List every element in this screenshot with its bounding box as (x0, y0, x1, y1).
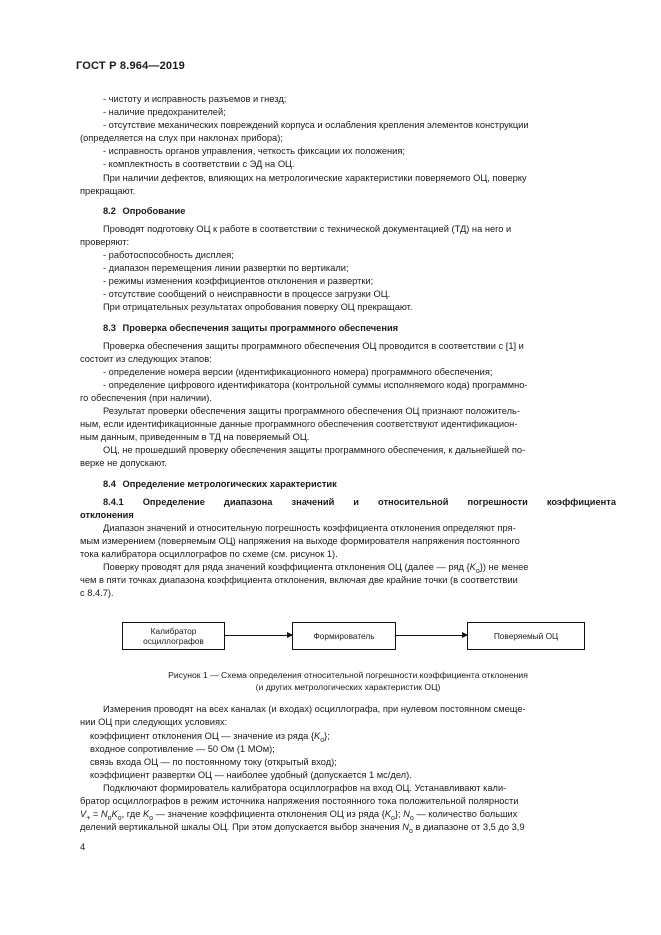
section-heading-8-2 (80, 205, 616, 218)
list-item: - чистоту и исправность разъемов и гнезд; (103, 94, 287, 104)
subsection-heading-continuation: отклонения (80, 509, 134, 520)
list-item: - отсутствие механических повреждений корпуса и ослабления крепления элементов конструкции (103, 120, 529, 131)
list-item: - наличие предохранителей; (103, 107, 226, 118)
paragraph-line: Подключают формирователь калибратора осциллографов на вход ОЦ. Устанавливают кали- (103, 782, 507, 793)
symbol-k: K (111, 809, 118, 820)
list-item: - комплектность в соответствии с ЭД на ОЦ. (103, 159, 295, 170)
list-item: - определение цифрового идентификатора (контрольной суммы исполняемого кода) программно- (103, 379, 528, 390)
shaper-box (292, 622, 396, 650)
list-item: - определение номера версии (идентификационного номера) программного обеспечения; (103, 366, 493, 377)
device-under-test-box (467, 622, 585, 650)
condition-line (80, 730, 616, 743)
calibrator-box (122, 622, 225, 650)
subscript-o: o (390, 814, 395, 822)
subscript-o: o (475, 567, 480, 575)
caption-line: (и других метрологических характеристик ОЦ) (255, 681, 441, 692)
page-header: ГОСТ Р 8.964—2019 (76, 60, 185, 72)
device-label: Поверяемый ОЦ (493, 631, 559, 642)
section-number: 8.3 (103, 322, 116, 333)
paragraph-line: проверяют: (80, 236, 130, 247)
section-heading-8-4 (80, 478, 616, 491)
paragraph-line: прекращают. (80, 185, 136, 196)
calibrator-label-line1: Калибратор (150, 626, 197, 637)
subscript-o: o (149, 814, 154, 822)
text-run: }) не менее (479, 562, 529, 573)
shaper-label: Формирователь (313, 631, 375, 642)
subsection-heading-8-4-1: 8.4.1 Определение диапазона значений и относительной погрешности коэффициента (103, 496, 616, 507)
paragraph-line: ным данным, приведенным в ТД на поверяемый ОЦ. (80, 432, 310, 443)
text-run: Поверку проводят для ряда значений коэффициента отклонения ОЦ (далее — ряд { (103, 562, 470, 573)
subscript-plus: + (86, 814, 91, 822)
section-number: 8.4 (103, 478, 116, 489)
subscript-o: o (320, 736, 325, 744)
paragraph-line: с 8.4.7). (80, 588, 114, 599)
section-title: Определение метрологических характеристик (122, 478, 337, 489)
section-heading-8-3 (80, 322, 616, 335)
paragraph-line: состоит из следующих этапов: (80, 353, 212, 364)
paragraph-line: Диапазон значений и относительную погрешность коэффициента отклонения определяют пря- (103, 522, 516, 533)
symbol-k: K (142, 809, 150, 820)
paragraph-line: мым измерением (поверяемым ОЦ) напряжения на выходе формирователя напряжения постоянного (80, 535, 520, 546)
symbol-k: K (384, 809, 391, 820)
paragraph-line: чем в пяти точках диапазона коэффициента отклонения, включая две крайние точки (в соответствии (80, 575, 518, 586)
text-run: = (90, 809, 101, 820)
figure-caption (80, 670, 616, 693)
subscript-o: o (409, 828, 413, 836)
paragraph-line: Проводят подготовку ОЦ к работе в соответствии с технической документацией (ТД) на него и (103, 223, 512, 234)
figure-1-diagram (80, 604, 616, 664)
subscript-o: o (117, 814, 122, 822)
section-title: Проверка обеспечения защиты программного обеспечения (122, 322, 399, 333)
condition-line: входное сопротивление — 50 Ом (1 МОм); (90, 743, 275, 754)
paragraph-line: Результат проверки обеспечения защиты программного обеспечения ОЦ признают положитель- (103, 406, 520, 417)
subscript-o: o (409, 814, 414, 822)
section-number: 8.2 (103, 205, 116, 216)
caption-line: Рисунок 1 — Схема определения относительной погрешности коэффициента отклонения (168, 670, 528, 681)
paragraph-line: ным, если идентификационные данные программного обеспечения соответствуют идентификацион- (80, 419, 518, 430)
list-item: - режимы изменения коэффициентов отклонения и развертки; (103, 276, 374, 287)
calibrator-label-line2: осциллографов (143, 636, 204, 647)
paragraph-line: нии ОЦ при следующих условиях: (80, 717, 228, 728)
text-run: , где (121, 809, 143, 820)
symbol-n: N (402, 822, 409, 833)
text-run: — значение коэффициента отклонения ОЦ из ряда { (153, 809, 385, 820)
list-item: - исправность органов управления, четкость фиксации их положения; (103, 146, 405, 157)
page-content (80, 93, 616, 834)
page-number: 4 (80, 842, 86, 853)
list-item-continuation: (определяется на слух при наклонах прибора); (80, 133, 283, 144)
list-item: - работоспособность дисплея; (103, 250, 234, 261)
text-run: в диапазоне от 3,5 до 3,9 (412, 822, 525, 833)
paragraph-line: верке не допускают. (80, 458, 167, 469)
text-run: коэффициент отклонения ОЦ — значение из ряда { (90, 730, 315, 741)
section-title: Опробование (122, 205, 186, 216)
list-item-continuation: го обеспечения (при наличии). (80, 392, 212, 403)
arrow-right-icon (396, 635, 467, 636)
arrow-right-icon (225, 635, 292, 636)
condition-line: связь входа ОЦ — по постоянному току (открытый вход); (90, 756, 337, 767)
paragraph-line: При наличии дефектов, влияющих на метрологические характеристики поверяемого ОЦ, поверку (103, 172, 527, 183)
list-item: - отсутствие сообщений о неисправности в процессе загрузки ОЦ. (103, 289, 391, 300)
list-item: - диапазон перемещения линии развертки по вертикали; (103, 263, 349, 274)
paragraph-line: тока калибратора осциллографов по схеме (см. рисунок 1). (80, 549, 338, 559)
subscript-o: o (107, 814, 112, 822)
condition-line: коэффициент развертки ОЦ — наиболее удобный (допускается 1 мс/дел). (90, 769, 412, 780)
symbol-k: K (314, 730, 321, 741)
paragraph-line: ОЦ, не прошедший проверку обеспечения защиты программного обеспечения, к дальнейшей по- (103, 445, 526, 456)
text-run: — количество больших (413, 809, 518, 820)
paragraph-line: Проверка обеспечения защиты программного обеспечения ОЦ проводится в соответствии с [1] и (103, 340, 524, 351)
paragraph-line (80, 821, 616, 834)
symbol-n: N (100, 809, 108, 820)
text-run: }; (394, 809, 404, 820)
text-run: }; (324, 730, 330, 741)
paragraph-line (80, 561, 616, 574)
paragraph-line: При отрицательных результатах опробования поверку ОЦ прекращают. (103, 302, 413, 313)
text-run: делений вертикальной шкалы ОЦ. При этом допускается выбор значения (80, 822, 403, 833)
symbol-k: K (469, 562, 476, 573)
paragraph-line: братор осциллографов в режим источника напряжения постоянного тока положительной полярности (80, 796, 519, 807)
symbol-v: V (80, 809, 87, 820)
symbol-n: N (403, 809, 410, 820)
paragraph-line: Измерения проводят на всех каналах (и входах) осциллографа, при нулевом постоянном смеще- (103, 704, 526, 715)
formula-line (80, 808, 616, 821)
